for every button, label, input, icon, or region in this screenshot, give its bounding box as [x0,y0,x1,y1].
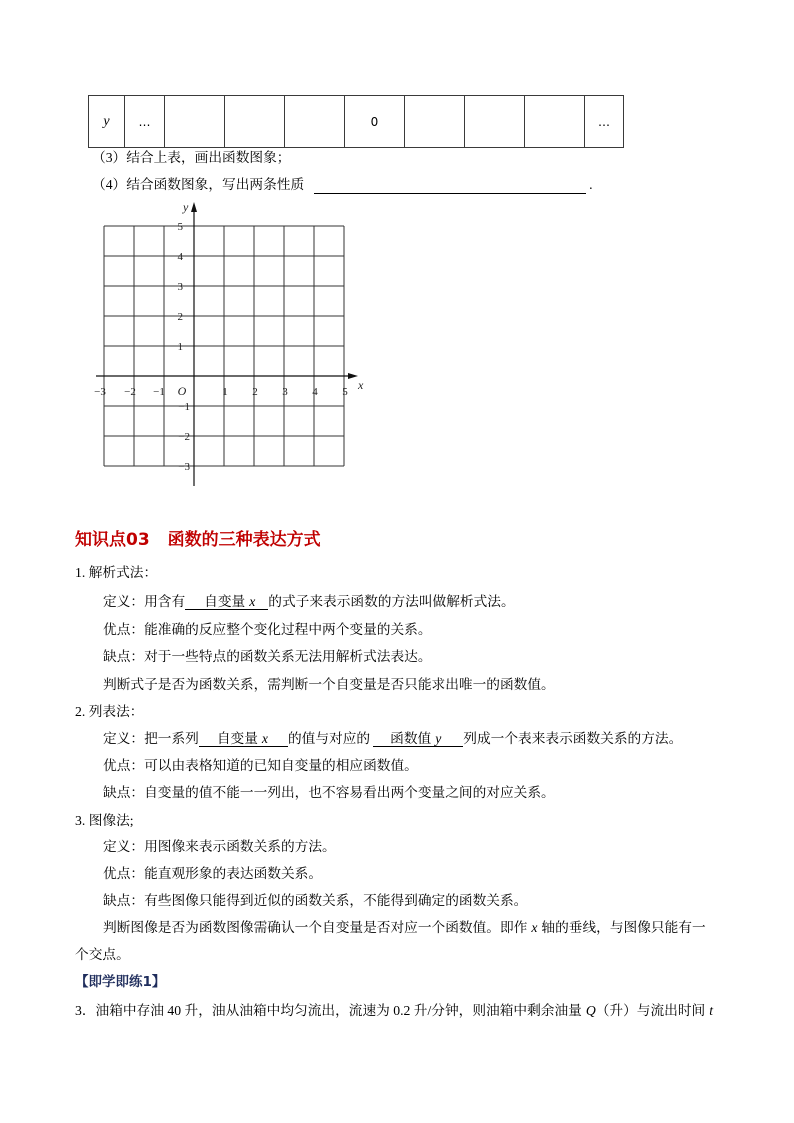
definition-text: 列成一个表来表示函数关系的方法。 [463,731,683,746]
question-4 [92,176,593,194]
table-cell [405,96,465,148]
x-tick-label: 5 [342,386,348,398]
graph-method-definition: 定义：用图像来表示函数关系的方法。 [103,839,336,854]
note-text: 轴的垂线，与图像只能有一 [541,920,706,935]
variable-y: y [435,731,442,746]
table-cell [465,96,525,148]
y-tick-label: −2 [178,431,190,443]
table-cell [225,96,285,148]
table-cell [165,96,225,148]
definition-text: 定义：把一系列 [103,731,199,746]
fill-blank [199,731,288,747]
definition-text: 的式子来表示函数的方法叫做解析式法。 [268,594,515,609]
fill-text: 函数值 [390,731,432,746]
x-tick-label: 2 [252,386,258,398]
question-text: （升）与流出时间 [595,1003,706,1018]
analytic-note: 判断式子是否为函数关系，需判断一个自变量是否只能求出唯一的函数值。 [103,677,555,692]
graph-method-heading: 3. 图像法; [75,813,134,828]
x-tick-labels [94,386,348,398]
x-axis [96,373,358,379]
table-cell: … [125,96,165,148]
practice-question [75,1002,713,1020]
x-tick-label: 3 [282,386,288,398]
y-tick-label: 5 [177,221,183,233]
value-table [88,95,624,148]
table-method-disadvantage: 缺点：自变量的值不能一一列出，也不容易看出两个变量之间的对应关系。 [103,785,555,800]
x-tick-label: 4 [312,386,318,398]
fill-text: 自变量 [216,731,258,746]
question-4-text: （4）结合函数图象，写出两条性质 [92,177,305,192]
note-text: 判断图像是否为函数图像需确认一个自变量是否对应一个函数值。即作 [103,920,528,935]
x-tick-label: −1 [153,386,165,398]
answer-blank [314,178,586,194]
table-row-y [89,96,624,148]
section-number: 知识点03 [75,530,150,550]
section-heading [75,529,321,551]
fill-blank [373,731,463,747]
analytic-advantage: 优点：能准确的反应整个变化过程中两个变量的关系。 [103,622,432,637]
table-cell: 0 [345,96,405,148]
x-axis-label: x [358,378,364,392]
graph-method-disadvantage: 缺点：有些图像只能得到近似的函数关系，不能得到确定的函数关系。 [103,893,528,908]
table-cell [525,96,585,148]
x-tick-label: 1 [222,386,228,398]
variable-t: t [709,1003,714,1018]
grid-lines [104,226,344,466]
y-axis-label: y [183,200,189,214]
question-text: 3．油箱中存油 40 升，油从油箱中均匀流出，流速为 0.2 升/分钟，则油箱中剩余油量 [75,1003,582,1018]
row-label-y: y [89,96,125,148]
fill-blank [185,594,268,610]
y-tick-label: 1 [177,341,183,353]
y-tick-label: 4 [177,251,183,263]
y-axis [191,202,197,486]
y-axis-arrow-icon [191,202,197,212]
x-tick-label: −2 [124,386,136,398]
graph-method-note [103,919,706,937]
y-tick-labels [178,221,191,473]
analytic-definition [103,593,515,611]
table-cell [285,96,345,148]
x-axis-arrow-icon [348,373,358,379]
coordinate-grid [85,195,375,495]
question-4-end: . [589,177,593,192]
fill-text: 自变量 [204,594,246,609]
y-tick-label: 3 [177,281,183,293]
variable-q: Q [585,1003,596,1018]
analytic-disadvantage: 缺点：对于一些特点的函数关系无法用解析式法表达。 [103,649,432,664]
definition-text: 的值与对应的 [287,731,371,746]
y-tick-label: 2 [177,311,183,323]
question-3: （3）结合上表，画出函数图象； [92,150,291,165]
definition-text: 定义：用含有 [103,594,186,609]
table-method-advantage: 优点：可以由表格知道的已知自变量的相应函数值。 [103,758,418,773]
table-method-heading: 2. 列表法： [75,704,144,719]
section-title: 函数的三种表达方式 [167,530,321,550]
graph-method-advantage: 优点：能直观形象的表达函数关系。 [103,866,323,881]
variable-x: x [261,731,268,746]
graph-method-note-continued: 个交点。 [75,947,130,962]
variable-x: x [249,594,256,609]
table-cell: … [585,96,624,148]
variable-x: x [531,920,538,935]
practice-heading: 【即学即练1】 [75,974,166,990]
analytic-heading: 1. 解析式法： [75,565,158,580]
y-tick-label: −3 [178,461,190,473]
origin-label: O [177,384,187,398]
table-method-definition [103,730,682,748]
x-tick-label: −3 [94,386,106,398]
y-tick-label: −1 [178,401,190,413]
